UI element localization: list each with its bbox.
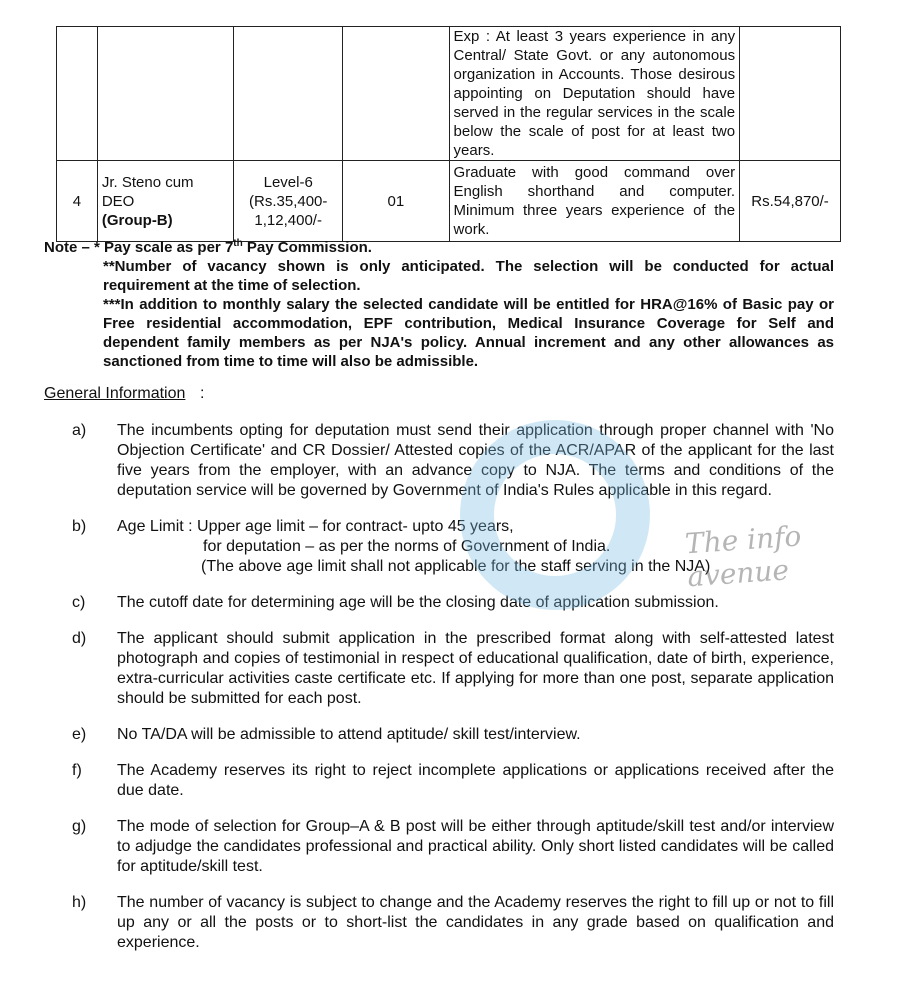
post-cell: [97, 161, 233, 242]
note-vacancy: **Number of vacancy shown is only anticipated. The selection will be conducted for actual requirement at the time of selection.: [103, 258, 834, 294]
note-block: [44, 238, 834, 371]
vacancy-cell: 01: [343, 161, 449, 242]
salary-cell: [740, 27, 841, 161]
list-item: h) The number of vacancy is subject to change and the Academy reserves the right to fill up or not to fill up any or all the posts or to short-list the candidates in any grade based on qualification and experience.: [72, 894, 834, 951]
post-group: (Group-B): [101, 211, 173, 229]
table-row: [57, 27, 841, 161]
list-item: f) The Academy reserves its right to reject incomplete applications or applications received after the due date.: [72, 762, 834, 799]
sno-cell: 4: [57, 161, 98, 242]
vacancy-table: [56, 26, 841, 242]
sno-cell: [57, 27, 98, 161]
note-pay-scale: Note – * Pay scale as per 7th Pay Commission.: [44, 238, 372, 256]
general-information-heading: General Information: [44, 385, 186, 402]
list-item: b) Age Limit : Upper age limit – for contract- upto 45 years, for deputation – as per the norms of Government of India. (The above age limit shall not applicable for the staff serving in the NJA): [44, 517, 834, 577]
pay-cell: [234, 27, 343, 161]
pay-cell: [234, 161, 343, 242]
heading-colon: :: [200, 385, 205, 402]
general-info-list: [44, 421, 834, 969]
age-limit-note: (The above age limit shall not applicable for the staff serving in the NJA): [201, 558, 711, 575]
pay-range-end: 1,12,400/-: [254, 211, 322, 229]
qualification-cell: Exp : At least 3 years experience in any Central/ State Govt. or any autonomous organization in Accounts. Those desirous appointing on Deputation should have served in the regular services in the scale below the scale of post for at least two years.: [449, 27, 740, 161]
vacancy-cell: [343, 27, 449, 161]
qualification-cell: Graduate with good command over English shorthand and computer. Minimum three years experience of the work.: [449, 161, 740, 242]
watermark-text: The info avenue: [683, 519, 803, 594]
age-limit-deputation: for deputation – as per the norms of Government of India.: [203, 538, 611, 555]
pay-level: Level-6: [263, 173, 313, 191]
pay-range-start: (Rs.35,400-: [249, 192, 328, 210]
list-item: d) The applicant should submit application in the prescribed format along with self-attested latest photograph and copies of testimonial in respect of educational qualification, date of birth, experience, extra-curricular activities caste certificate etc. If applying for more than one post, separate application should be submitted for each post.: [72, 630, 834, 707]
note-salary: ***In addition to monthly salary the selected candidate will be entitled for HRA@16% of Basic pay or Free residential accommodation, EPF contribution, Medical Insurance Coverage for Self and dependent family members as per NJA's policy. Annual increment and any other allowances as sanctioned from time to time will also be admissible.: [103, 296, 834, 370]
post-name: Jr. Steno cum DEO: [101, 173, 194, 210]
post-cell: [97, 27, 233, 161]
table-row: [57, 161, 841, 242]
salary-cell: Rs.54,870/-: [740, 161, 841, 242]
list-item: c) The cutoff date for determining age will be the closing date of application submission.: [72, 594, 719, 611]
list-item: g) The mode of selection for Group–A & B post will be either through aptitude/skill test and/or interview to adjudge the candidates professional and practical ability. Only short listed candidates will be called for aptitude/skill test.: [72, 818, 834, 875]
list-item: e) No TA/DA will be admissible to attend aptitude/ skill test/interview.: [72, 726, 581, 743]
list-item: a) The incumbents opting for deputation must send their application through proper channel with 'No Objection Certificate' and CR Dossier/ Attested copies of the ACR/APAR of the applicant for the last five years from the employer, with an advance copy to NJA. The terms and conditions of the deputation service will be governed by Government of India's Rules applicable in this regard.: [72, 422, 834, 499]
age-limit-contract: Age Limit : Upper age limit – for contract- upto 45 years,: [117, 518, 514, 535]
